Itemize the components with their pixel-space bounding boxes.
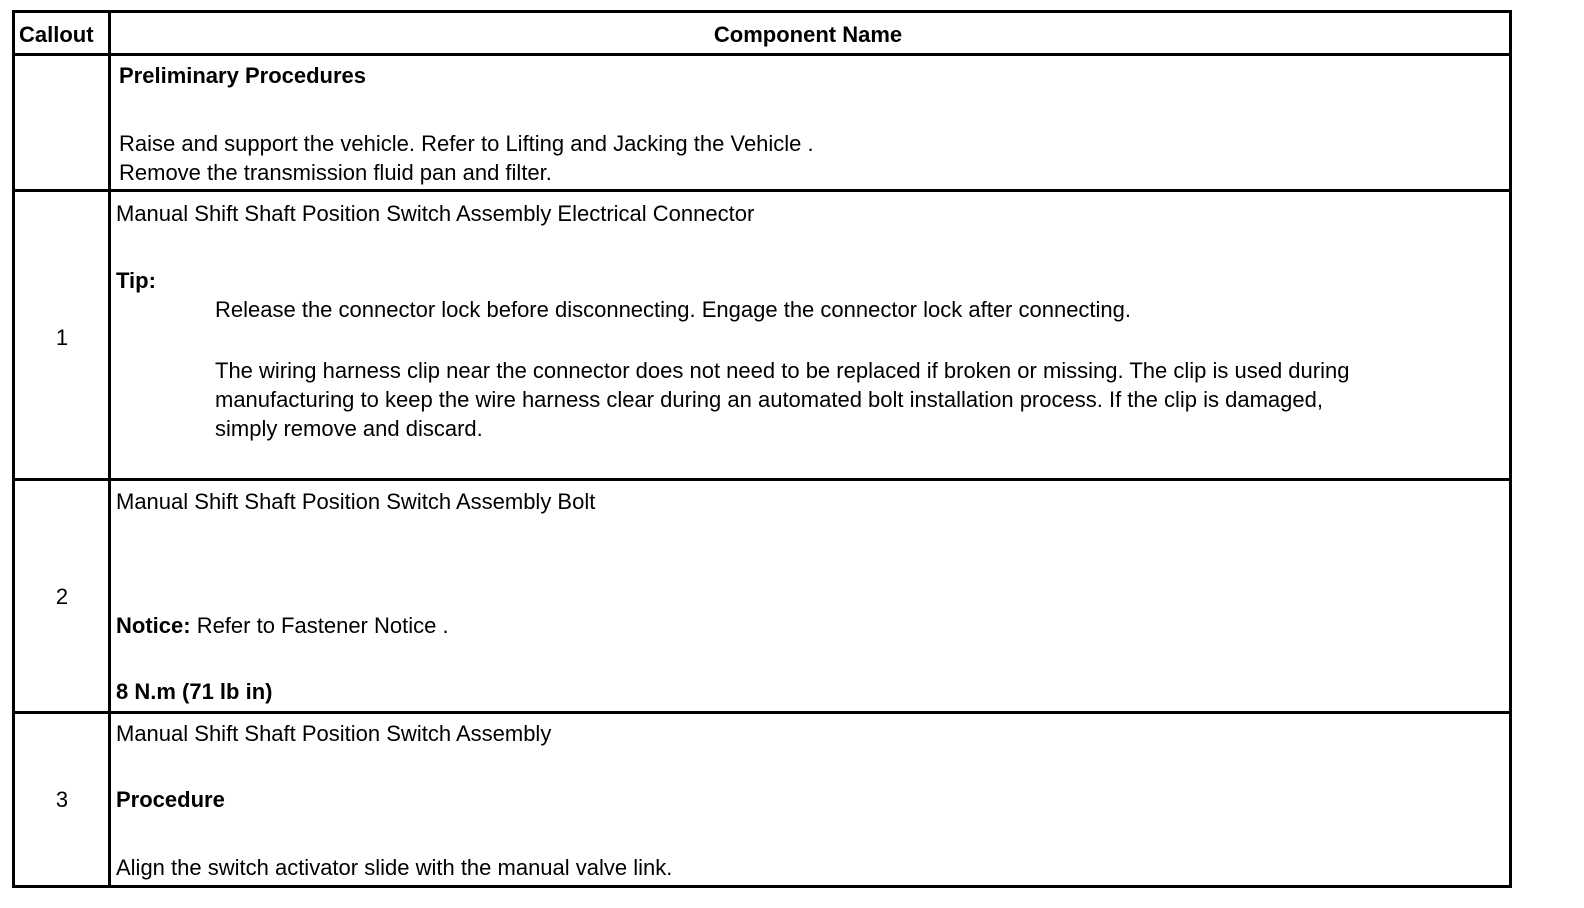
procedure-label: Procedure [116,787,225,812]
header-component-name: Component Name [713,22,903,47]
tip-text-1: Release the connector lock before disconnecting. Engage the connector lock after connecting. [215,297,1132,322]
component-name: Manual Shift Shaft Position Switch Assembly Bolt [116,489,596,514]
row-divider [15,189,1509,192]
torque-spec: 8 N.m (71 lb in) [116,679,273,704]
component-name: Manual Shift Shaft Position Switch Assembly Electrical Connector [116,201,755,226]
header-divider [15,53,1509,56]
row-divider [15,478,1509,481]
notice-text: Refer to Fastener Notice . [196,613,449,638]
header-callout: Callout [19,22,94,47]
callout-number: 1 [55,325,69,350]
row-divider [15,711,1509,714]
preliminary-title: Preliminary Procedures [119,63,367,88]
procedure-text: Align the switch activator slide with the manual valve link. [116,855,673,880]
tip-text-2-line-3: simply remove and discard. [215,416,483,441]
callout-number: 3 [55,787,69,812]
procedure-table [12,10,1512,888]
tip-label: Tip: [116,268,156,293]
notice-line [116,611,449,640]
component-name: Manual Shift Shaft Position Switch Assembly [116,721,552,746]
callout-number: 2 [55,584,69,609]
column-divider [108,13,111,885]
notice-label: Notice: [116,613,191,638]
tip-text-2-line-1: The wiring harness clip near the connector does not need to be replaced if broken or missing. The clip is used during [215,358,1350,383]
preliminary-line-1: Raise and support the vehicle. Refer to Lifting and Jacking the Vehicle . [119,131,814,156]
preliminary-line-2: Remove the transmission fluid pan and filter. [119,160,552,185]
tip-text-2-line-2: manufacturing to keep the wire harness clear during an automated bolt installation process. If the clip is damaged, [215,387,1323,412]
